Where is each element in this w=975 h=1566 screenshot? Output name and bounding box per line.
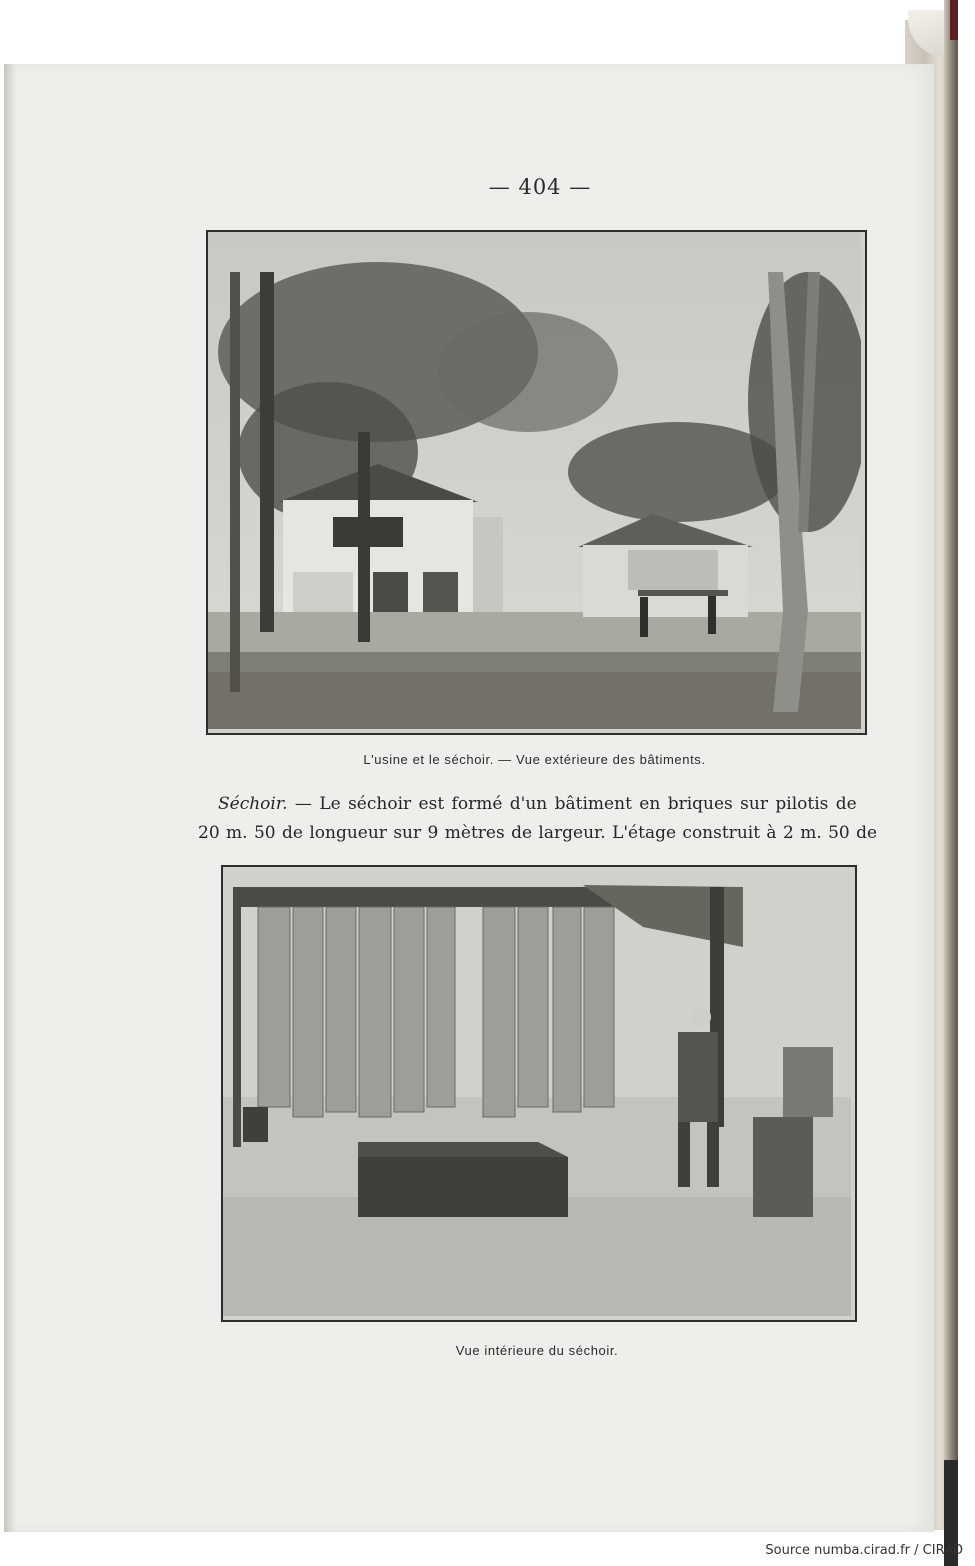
photo-caption: Vue intérieure du séchoir. (455, 1343, 619, 1358)
photo-interior-dryer (221, 865, 857, 1322)
book-spine (944, 0, 958, 1566)
book-edge-red (950, 0, 958, 40)
photo-exterior-buildings (206, 230, 867, 735)
paragraph-text: — Le séchoir est formé d'un bâtiment en briques sur pilotis de (287, 794, 857, 814)
body-paragraph (198, 790, 888, 848)
page-shadow (4, 64, 16, 1532)
paragraph-line: 20 m. 50 de longueur sur 9 mètres de largeur. L'étage construit à 2 m. 50 de (198, 823, 878, 843)
source-credit: Source numba.cirad.fr / CIRAD (765, 1543, 963, 1558)
page-number: — 404 — (488, 175, 592, 199)
photo-caption: L'usine et le séchoir. — Vue extérieure des bâtiments. (363, 752, 706, 767)
paragraph-heading: Séchoir. (218, 794, 288, 814)
paragraph-line (198, 790, 888, 819)
